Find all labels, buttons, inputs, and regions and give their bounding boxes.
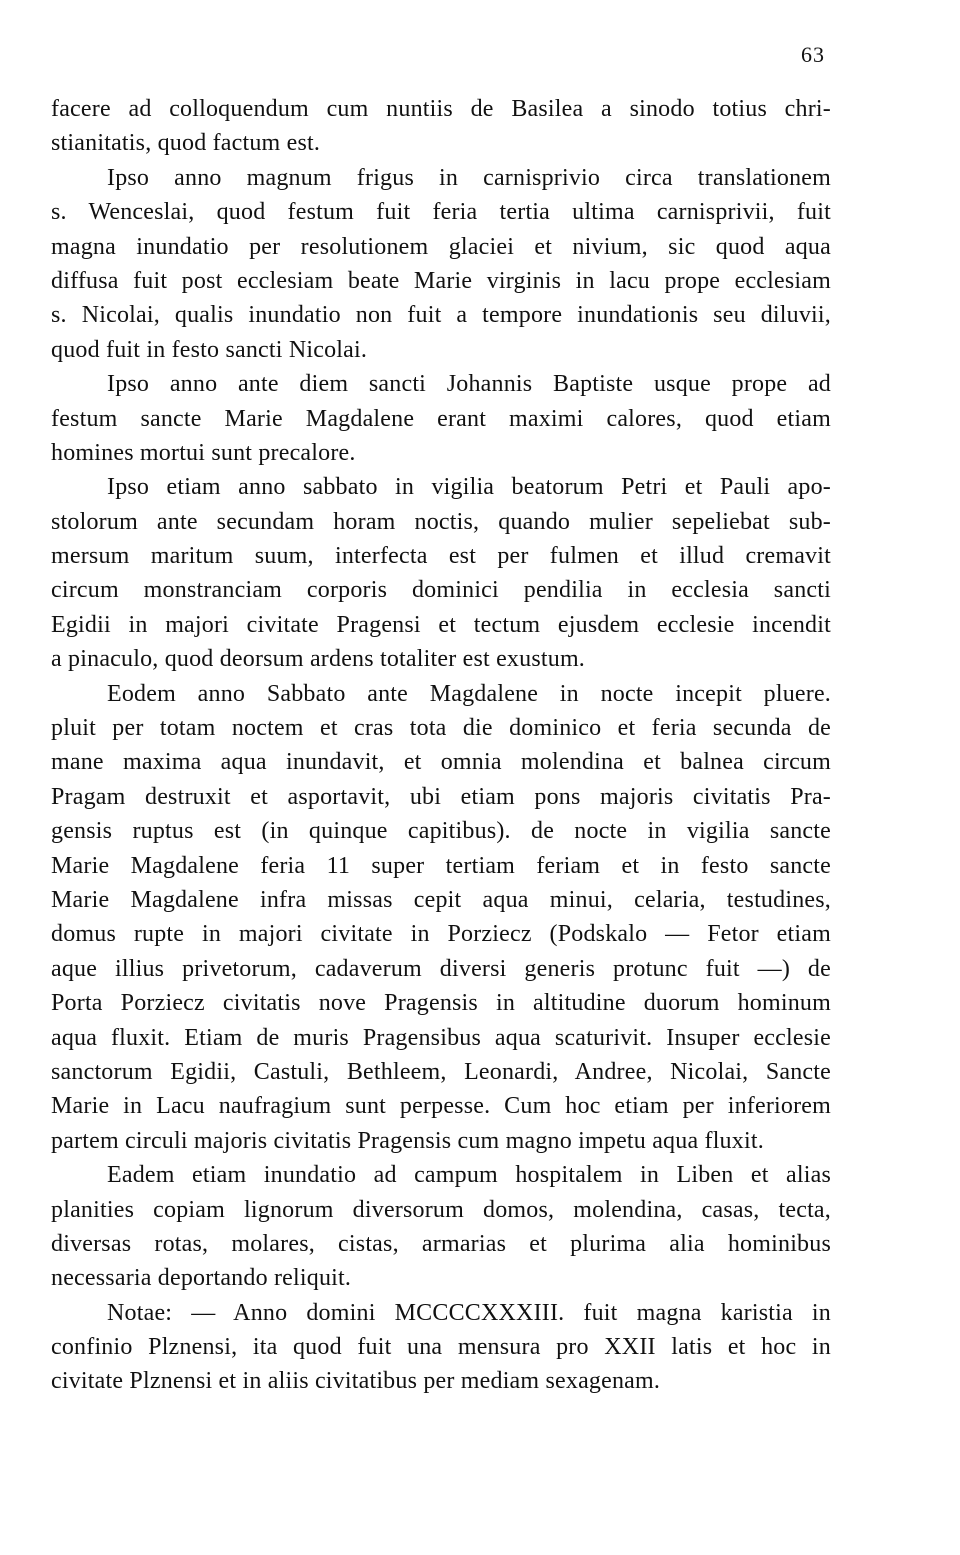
text-line: festum sancte Marie Magdalene erant maximi calores, quod etiam bbox=[51, 405, 831, 432]
text-line: Porta Porziecz civitatis nove Pragensis in altitudine duorum hominum bbox=[51, 990, 831, 1017]
text-line: Marie Magdalene infra missas cepit aqua minui, celaria, testudines, bbox=[51, 886, 831, 913]
text-line: stolorum ante secundam horam noctis, quando mulier sepeliebat sub- bbox=[51, 508, 831, 535]
text-line: gensis ruptus est (in quinque capitibus). de nocte in vigilia sancte bbox=[51, 818, 831, 845]
text-line: Notae: — Anno domini MCCCCXXXIII. fuit magna karistia in bbox=[107, 1299, 831, 1326]
text-line: partem circuli majoris civitatis Pragensis cum magno impetu aqua fluxit. bbox=[51, 1127, 764, 1154]
text-line: homines mortui sunt precalore. bbox=[51, 439, 356, 466]
body-text bbox=[51, 92, 831, 1399]
text-line: Marie Magdalene feria 11 super tertiam feriam et in festo sancte bbox=[51, 852, 831, 879]
text-line: Ipso etiam anno sabbato in vigilia beatorum Petri et Pauli apo- bbox=[107, 474, 831, 501]
text-line: circum monstranciam corporis dominici pendilia in ecclesia sancti bbox=[51, 577, 831, 604]
text-line: a pinaculo, quod deorsum ardens totaliter est exustum. bbox=[51, 646, 586, 673]
text-line: Eadem etiam inundatio ad campum hospitalem in Liben et alias bbox=[107, 1162, 831, 1189]
page-number: 63 bbox=[801, 42, 825, 67]
text-line: mersum maritum suum, interfecta est per fulmen et illud cremavit bbox=[51, 543, 831, 570]
text-line: civitate Plznensi et in aliis civitatibus per mediam sexagenam. bbox=[51, 1368, 661, 1395]
text-line: planities copiam lignorum diversorum domos, molendina, casas, tecta, bbox=[51, 1196, 831, 1223]
text-line: facere ad colloquendum cum nuntiis de Basilea a sinodo totius chri- bbox=[51, 96, 831, 122]
text-line: diversas rotas, molares, cistas, armarias et plurima alia hominibus bbox=[51, 1230, 831, 1257]
text-line: confinio Plznensi, ita quod fuit una mensura pro XXII latis et hoc in bbox=[51, 1334, 831, 1361]
text-line: necessaria deportando reliquit. bbox=[51, 1265, 352, 1292]
text-line: s. Wenceslai, quod festum fuit feria tertia ultima carnisprivii, fuit bbox=[51, 199, 831, 226]
text-line: domus rupte in majori civitate in Porziecz (Podskalo — Fetor etiam bbox=[51, 921, 831, 948]
text-line: stianitatis, quod factum est. bbox=[51, 130, 321, 157]
text-line: diffusa fuit post ecclesiam beate Marie virginis in lacu prope ecclesiam bbox=[51, 267, 831, 294]
text-line: Marie in Lacu naufragium sunt perpesse. Cum hoc etiam per inferiorem bbox=[51, 1093, 831, 1120]
text-line: sanctorum Egidii, Castuli, Bethleem, Leonardi, Andree, Nicolai, Sancte bbox=[51, 1058, 831, 1085]
text-line: Pragam destruxit et asportavit, ubi etiam pons majoris civitatis Pra- bbox=[51, 783, 831, 810]
text-line: aque illius privetorum, cadaverum diversi generis protunc fuit —) de bbox=[51, 955, 831, 982]
text-line: quod fuit in festo sancti Nicolai. bbox=[51, 336, 368, 363]
text-line: pluit per totam noctem et cras tota die dominico et feria secunda de bbox=[51, 715, 831, 742]
text-line: Egidii in majori civitate Pragensi et tectum ejusdem ecclesie incendit bbox=[51, 611, 831, 638]
text-line: Ipso anno magnum frigus in carnisprivio circa translationem bbox=[107, 164, 831, 191]
text-line: s. Nicolai, qualis inundatio non fuit a tempore inundationis seu diluvii, bbox=[51, 302, 831, 329]
text-line: Ipso anno ante diem sancti Johannis Baptiste usque prope ad bbox=[107, 371, 831, 398]
text-line: magna inundatio per resolutionem glaciei et nivium, sic quod aqua bbox=[51, 233, 831, 260]
text-line: mane maxima aqua inundavit, et omnia molendina et balnea circum bbox=[51, 749, 831, 776]
text-line: aqua fluxit. Etiam de muris Pragensibus aqua scaturivit. Insuper ecclesie bbox=[51, 1024, 831, 1051]
text-line: Eodem anno Sabbato ante Magdalene in nocte incepit pluere. bbox=[107, 680, 831, 707]
